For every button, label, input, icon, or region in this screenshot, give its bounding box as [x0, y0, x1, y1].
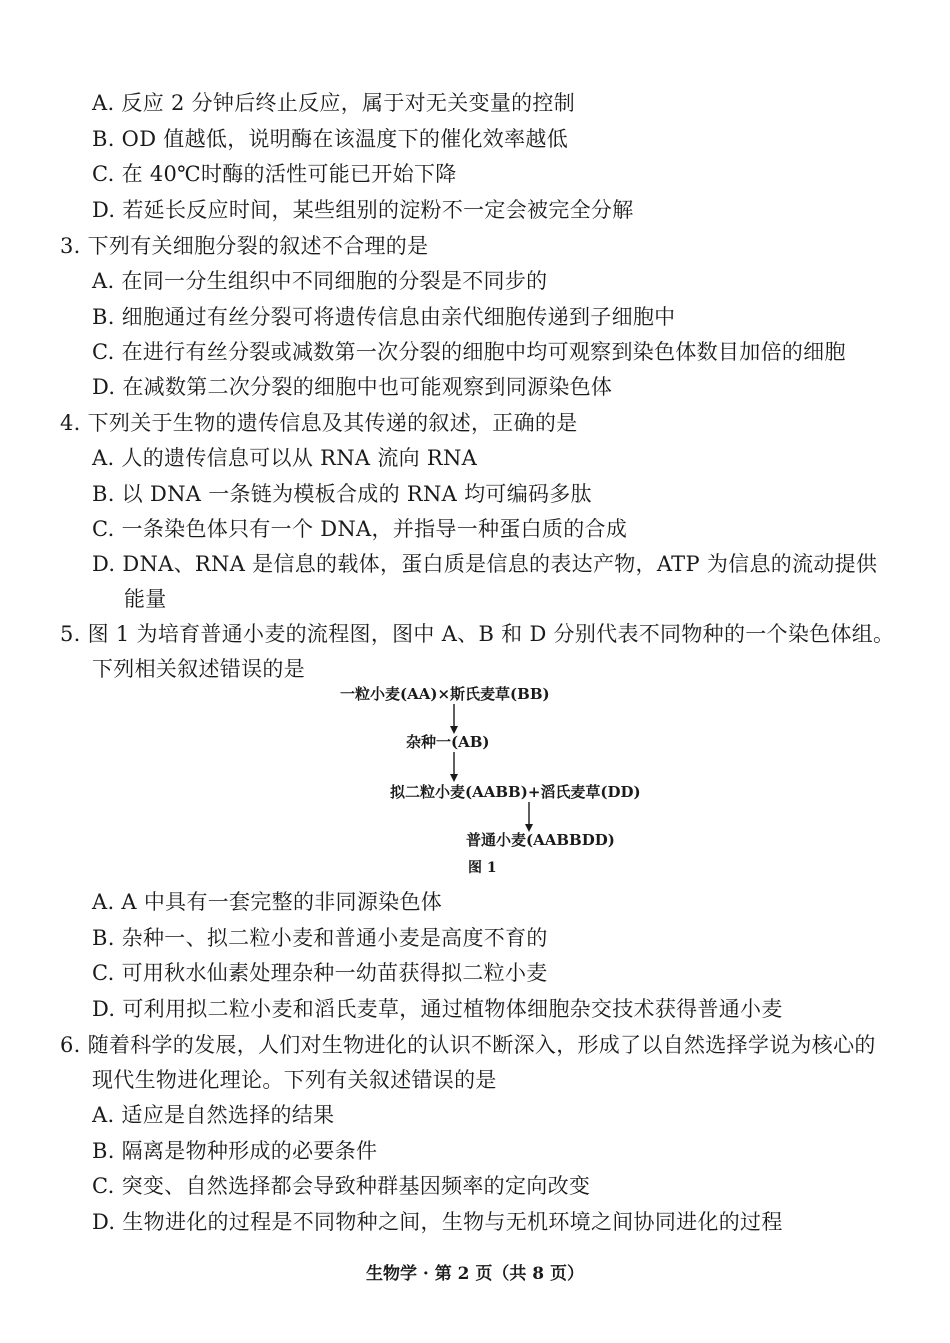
- diagram-step-2: 杂种一(AB): [406, 733, 490, 751]
- q4-option-b: B. 以 DNA 一条链为模板合成的 RNA 均可编码多肽: [92, 482, 592, 506]
- q4-option-a: A. 人的遗传信息可以从 RNA 流向 RNA: [92, 446, 478, 470]
- q6-option-c: C. 突变、自然选择都会导致种群基因频率的定向改变: [92, 1174, 591, 1198]
- q6-option-d: D. 生物进化的过程是不同物种之间，生物与无机环境之间协同进化的过程: [92, 1210, 783, 1234]
- q6-stem-line1: 6. 随着科学的发展，人们对生物进化的认识不断深入，形成了以自然选择学说为核心的: [60, 1033, 876, 1057]
- diagram-step-1: 一粒小麦(AA)×斯氏麦草(BB): [340, 685, 550, 703]
- q3-option-b: B. 细胞通过有丝分裂可将遗传信息由亲代细胞传递到子细胞中: [92, 305, 676, 329]
- diagram-step-3: 拟二粒小麦(AABB)+滔氏麦草(DD): [390, 783, 641, 801]
- q3-option-a: A. 在同一分生组织中不同细胞的分裂是不同步的: [92, 269, 548, 293]
- diagram-step-4: 普通小麦(AABBDD): [466, 831, 615, 849]
- page-footer: 生物学 · 第 2 页（共 8 页）: [365, 1264, 585, 1284]
- q3-option-d: D. 在减数第二次分裂的细胞中也可能观察到同源染色体: [92, 375, 613, 399]
- arrow-down-icon: [449, 752, 459, 782]
- q4-stem: 4. 下列关于生物的遗传信息及其传递的叙述，正确的是: [60, 411, 578, 435]
- q6-option-b: B. 隔离是物种形成的必要条件: [92, 1139, 378, 1163]
- q5-option-d: D. 可利用拟二粒小麦和滔氏麦草，通过植物体细胞杂交技术获得普通小麦: [92, 997, 783, 1021]
- q6-option-a: A. 适应是自然选择的结果: [92, 1103, 335, 1127]
- q5-option-b: B. 杂种一、拟二粒小麦和普通小麦是高度不育的: [92, 926, 548, 950]
- q3-option-c: C. 在进行有丝分裂或减数第一次分裂的细胞中均可观察到染色体数目加倍的细胞: [92, 340, 846, 364]
- q6-stem-line2: 现代生物进化理论。下列有关叙述错误的是: [92, 1068, 497, 1092]
- figure-1-flowchart: [300, 682, 660, 882]
- q2-option-b: B. OD 值越低，说明酶在该温度下的催化效率越低: [92, 127, 569, 151]
- q5-stem-line1: 5. 图 1 为培育普通小麦的流程图，图中 A、B 和 D 分别代表不同物种的一个染色体组。: [60, 622, 895, 646]
- figure-caption: 图 1: [468, 860, 497, 876]
- q5-option-a: A. A 中具有一套完整的非同源染色体: [92, 890, 443, 914]
- q2-option-d: D. 若延长反应时间，某些组别的淀粉不一定会被完全分解: [92, 198, 634, 222]
- q4-option-c: C. 一条染色体只有一个 DNA，并指导一种蛋白质的合成: [92, 517, 628, 541]
- q2-option-c: C. 在 40℃时酶的活性可能已开始下降: [92, 162, 457, 186]
- q4-option-d: D. DNA、RNA 是信息的载体，蛋白质是信息的表达产物，ATP 为信息的流动提供: [92, 552, 878, 576]
- arrow-down-icon: [449, 704, 459, 734]
- q5-stem-line2: 下列相关叙述错误的是: [92, 657, 305, 681]
- q4-option-d-continued: 能量: [124, 587, 167, 611]
- arrow-down-icon: [524, 802, 534, 832]
- q2-option-a: A. 反应 2 分钟后终止反应，属于对无关变量的控制: [92, 91, 576, 115]
- q5-option-c: C. 可用秋水仙素处理杂种一幼苗获得拟二粒小麦: [92, 961, 548, 985]
- q3-stem: 3. 下列有关细胞分裂的叙述不合理的是: [60, 234, 429, 258]
